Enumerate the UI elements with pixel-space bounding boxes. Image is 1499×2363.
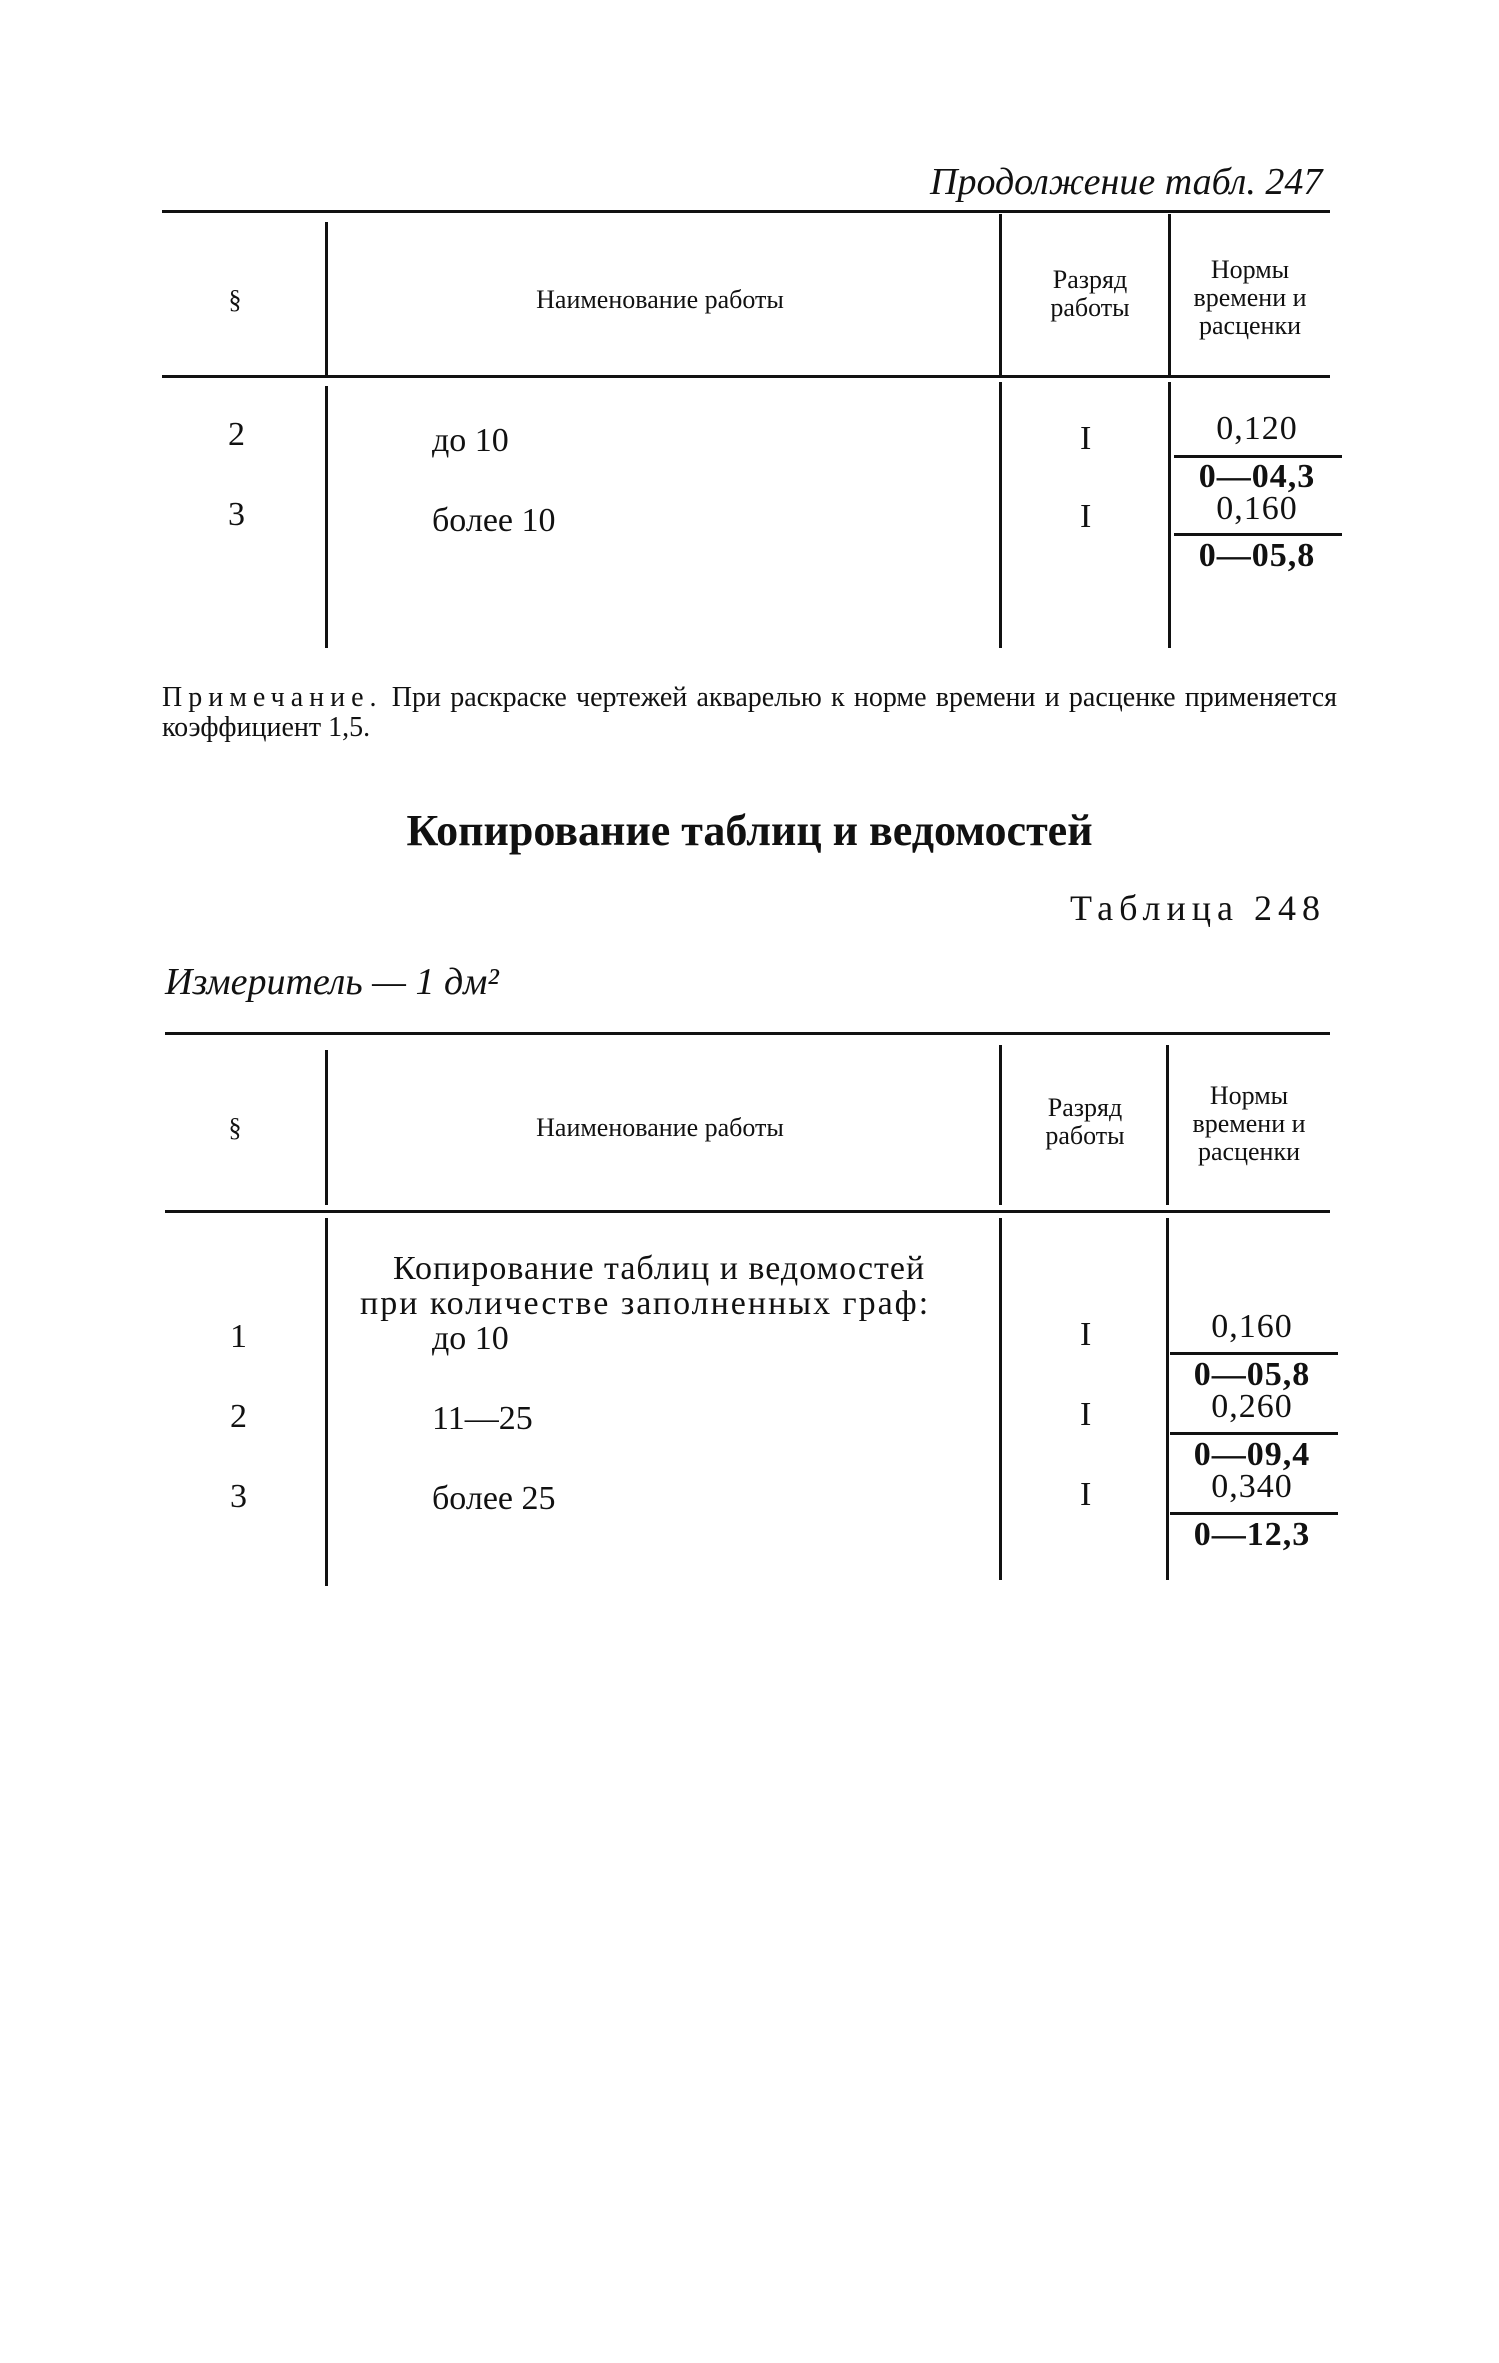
column-divider xyxy=(999,1045,1002,1205)
row-grade: I xyxy=(1080,498,1092,535)
measure-unit: Измеритель — 1 дм² xyxy=(165,961,499,1003)
column-divider xyxy=(325,1050,328,1205)
row-paragraph: 2 xyxy=(228,416,245,453)
note-label: Примечание. xyxy=(162,682,383,713)
column-divider xyxy=(1168,382,1171,648)
row-paragraph: 2 xyxy=(230,1398,247,1435)
row-price: 0—04,3 xyxy=(1198,458,1316,495)
fraction-rule xyxy=(1170,1432,1338,1435)
row-grade: I xyxy=(1080,1396,1092,1433)
column-divider xyxy=(325,222,328,375)
row-price: 0—05,8 xyxy=(1193,1356,1311,1393)
row-paragraph: 3 xyxy=(228,496,245,533)
table-header-rule xyxy=(165,1210,1330,1213)
row-time-norm: 0,160 xyxy=(1211,1308,1293,1345)
header-norms: Нормы времени и расценки xyxy=(1192,1081,1306,1166)
row-time-norm: 0,340 xyxy=(1211,1468,1293,1505)
intro-line: Копирование таблиц и ведомостей xyxy=(393,1250,926,1287)
table-top-rule xyxy=(165,1032,1330,1035)
row-work-name: более 10 xyxy=(432,502,556,539)
table-header-rule xyxy=(162,375,1330,378)
column-divider xyxy=(325,1218,328,1586)
column-divider xyxy=(1166,1218,1169,1580)
column-divider xyxy=(999,1218,1002,1580)
row-work-name: 11—25 xyxy=(432,1400,533,1437)
fraction-rule xyxy=(1170,1512,1338,1515)
row-time-norm: 0,120 xyxy=(1216,410,1298,447)
header-grade: Разряд работы xyxy=(1050,265,1130,322)
row-grade: I xyxy=(1080,1476,1092,1513)
header-work-name: Наименование работы xyxy=(536,285,784,314)
header-work-name: Наименование работы xyxy=(536,1113,784,1142)
row-price: 0—05,8 xyxy=(1198,537,1316,574)
fraction-rule xyxy=(1170,1352,1338,1355)
row-work-name: более 25 xyxy=(432,1480,556,1517)
header-paragraph: § xyxy=(228,1113,242,1142)
header-grade: Разряд работы xyxy=(1045,1093,1125,1150)
row-grade: I xyxy=(1080,420,1092,457)
row-price: 0—09,4 xyxy=(1193,1436,1311,1473)
table-number-label: Таблица 248 xyxy=(1070,888,1326,928)
table-note xyxy=(162,683,1337,743)
header-norms: Нормы времени и расценки xyxy=(1193,255,1307,340)
column-divider xyxy=(999,214,1002,375)
section-title: Копирование таблиц и ведомостей xyxy=(406,806,1093,855)
table-top-rule xyxy=(162,210,1330,213)
row-paragraph: 1 xyxy=(230,1318,247,1355)
row-time-norm: 0,160 xyxy=(1216,490,1298,527)
row-paragraph: 3 xyxy=(230,1478,247,1515)
intro-line: при количестве заполненных граф: xyxy=(360,1285,931,1322)
header-paragraph: § xyxy=(228,285,242,314)
row-grade: I xyxy=(1080,1316,1092,1353)
column-divider xyxy=(999,382,1002,648)
row-work-name: до 10 xyxy=(432,422,509,459)
row-work-name: до 10 xyxy=(432,1320,509,1357)
note-text: При раскраске чертежей акварелью к норме времени и расценке применяется коэффициент 1,5. xyxy=(162,682,1338,743)
fraction-rule xyxy=(1174,533,1342,536)
row-price: 0—12,3 xyxy=(1193,1516,1311,1553)
row-time-norm: 0,260 xyxy=(1211,1388,1293,1425)
continuation-caption: Продолжение табл. 247 xyxy=(930,161,1323,203)
column-divider xyxy=(325,386,328,648)
